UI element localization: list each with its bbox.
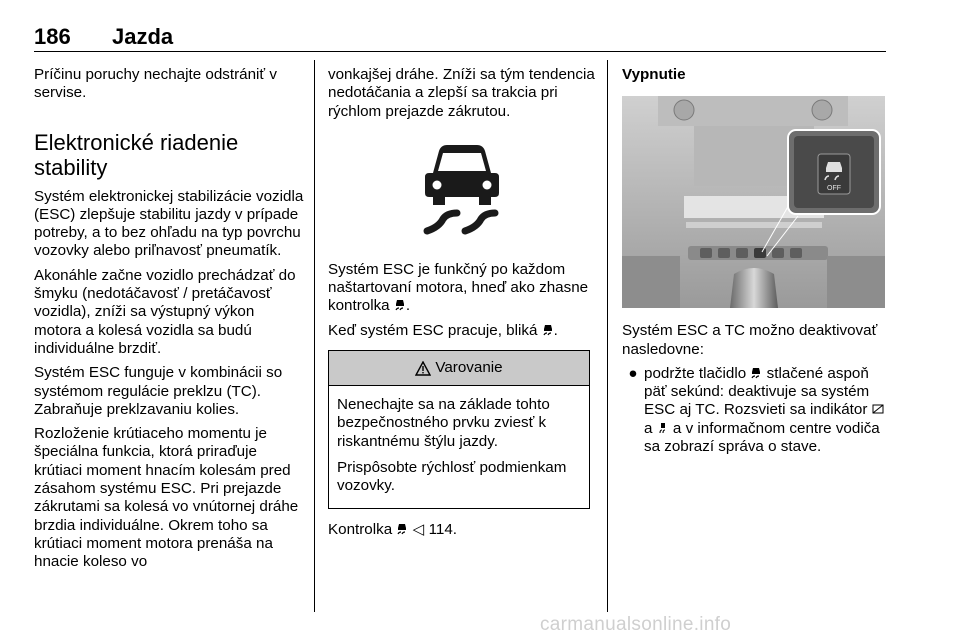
header-rule <box>34 51 886 52</box>
warning-triangle-icon <box>415 361 431 376</box>
section-heading: Elektronické riadenie stability <box>34 129 239 180</box>
list-item: ● podržte tlačidlo stlačené aspoň päť sekúnd: deaktivuje sa systém ESC aj TC. Rozsvieti sa indikátor a a v informačnom centre vodiča sa zobrazí správa o stave. <box>622 365 892 456</box>
watermark: carmanualsonline.info <box>540 614 732 635</box>
page-reference: Kontrolka ◁ 114. <box>328 520 457 538</box>
subsection-heading: Vypnutie <box>622 66 686 83</box>
warning-text: Nenechajte sa na základe tohto bezpečnostného prvku zviesť k riskantnému štýlu jazdy. <box>337 396 550 450</box>
warning-title: Varovanie <box>435 358 503 376</box>
esc-indicator-icon <box>396 523 408 535</box>
intro-paragraph: Príčinu poruchy nechajte odstrániť v servise. <box>34 66 277 102</box>
paragraph: Systém ESC je funkčný po každom naštartovaní motora, hneď ako zhasne kontrolka . <box>328 260 589 315</box>
off-button-label: OFF <box>827 185 841 193</box>
dashboard-console-photo <box>622 96 885 308</box>
warning-box <box>328 350 590 508</box>
paragraph: Keď systém ESC pracuje, bliká . <box>328 321 558 339</box>
bullet: ● <box>628 364 638 382</box>
warning-text: Prispôsobte rýchlosť podmienkam vozovky. <box>337 458 567 495</box>
paragraph: Systém ESC a TC možno deaktivovať nasledovne: <box>622 322 878 358</box>
paragraph: Rozloženie krútiaceho momentu je špeciálna funkcia, ktorá priraďuje krútiaci moment hnacím kolesám pred zásahom systému ESC. Pri prejazde zákrutami sa kolesá vo vnútornej dráhe brzdia individuálne. Okrem toho sa krútiaci moment motora prenáša na hnacie koleso vo <box>34 425 299 571</box>
page-number: 186 <box>34 24 71 49</box>
esc-indicator-icon <box>750 367 762 379</box>
column-divider-1 <box>314 60 315 612</box>
paragraph: Systém ESC funguje v kombinácii so systémom regulácie preklzu (TC). Zabraňuje preklzavaniu kolies. <box>34 364 283 418</box>
column-divider-2 <box>607 60 608 612</box>
column-2 <box>328 66 596 545</box>
page-ref-arrow: ◁ <box>412 520 425 538</box>
column-1 <box>34 66 304 578</box>
paragraph: Systém elektronickej stabilizácie vozidla (ESC) zlepšuje stabilitu jazdy v prípade potreby, a to bez ohľadu na typ povrchu vozovky alebo priľnavosť pneumatík. <box>34 187 304 260</box>
chapter-title: Jazda <box>112 24 174 49</box>
warning-header <box>329 351 589 386</box>
esc-indicator-icon <box>542 324 554 336</box>
column-3 <box>622 66 892 456</box>
paragraph: vonkajšej dráhe. Zníži sa tým tendencia nedotáčania a zlepší sa trakcia pri rýchlom prejazde zákrutou. <box>328 66 595 120</box>
esc-indicator-icon <box>394 299 406 311</box>
esc-off-indicator-icon <box>872 403 884 415</box>
tc-off-indicator-icon <box>657 422 669 434</box>
esc-skid-car-icon <box>419 143 505 237</box>
paragraph: Akonáhle začne vozidlo prechádzať do šmyku (nedotáčavosť / pretáčavosť vozidla), zníži sa výstupný výkon motora a kolesá vozidla sa budú individuálne brzdiť. <box>34 266 296 357</box>
warning-body <box>329 386 589 507</box>
